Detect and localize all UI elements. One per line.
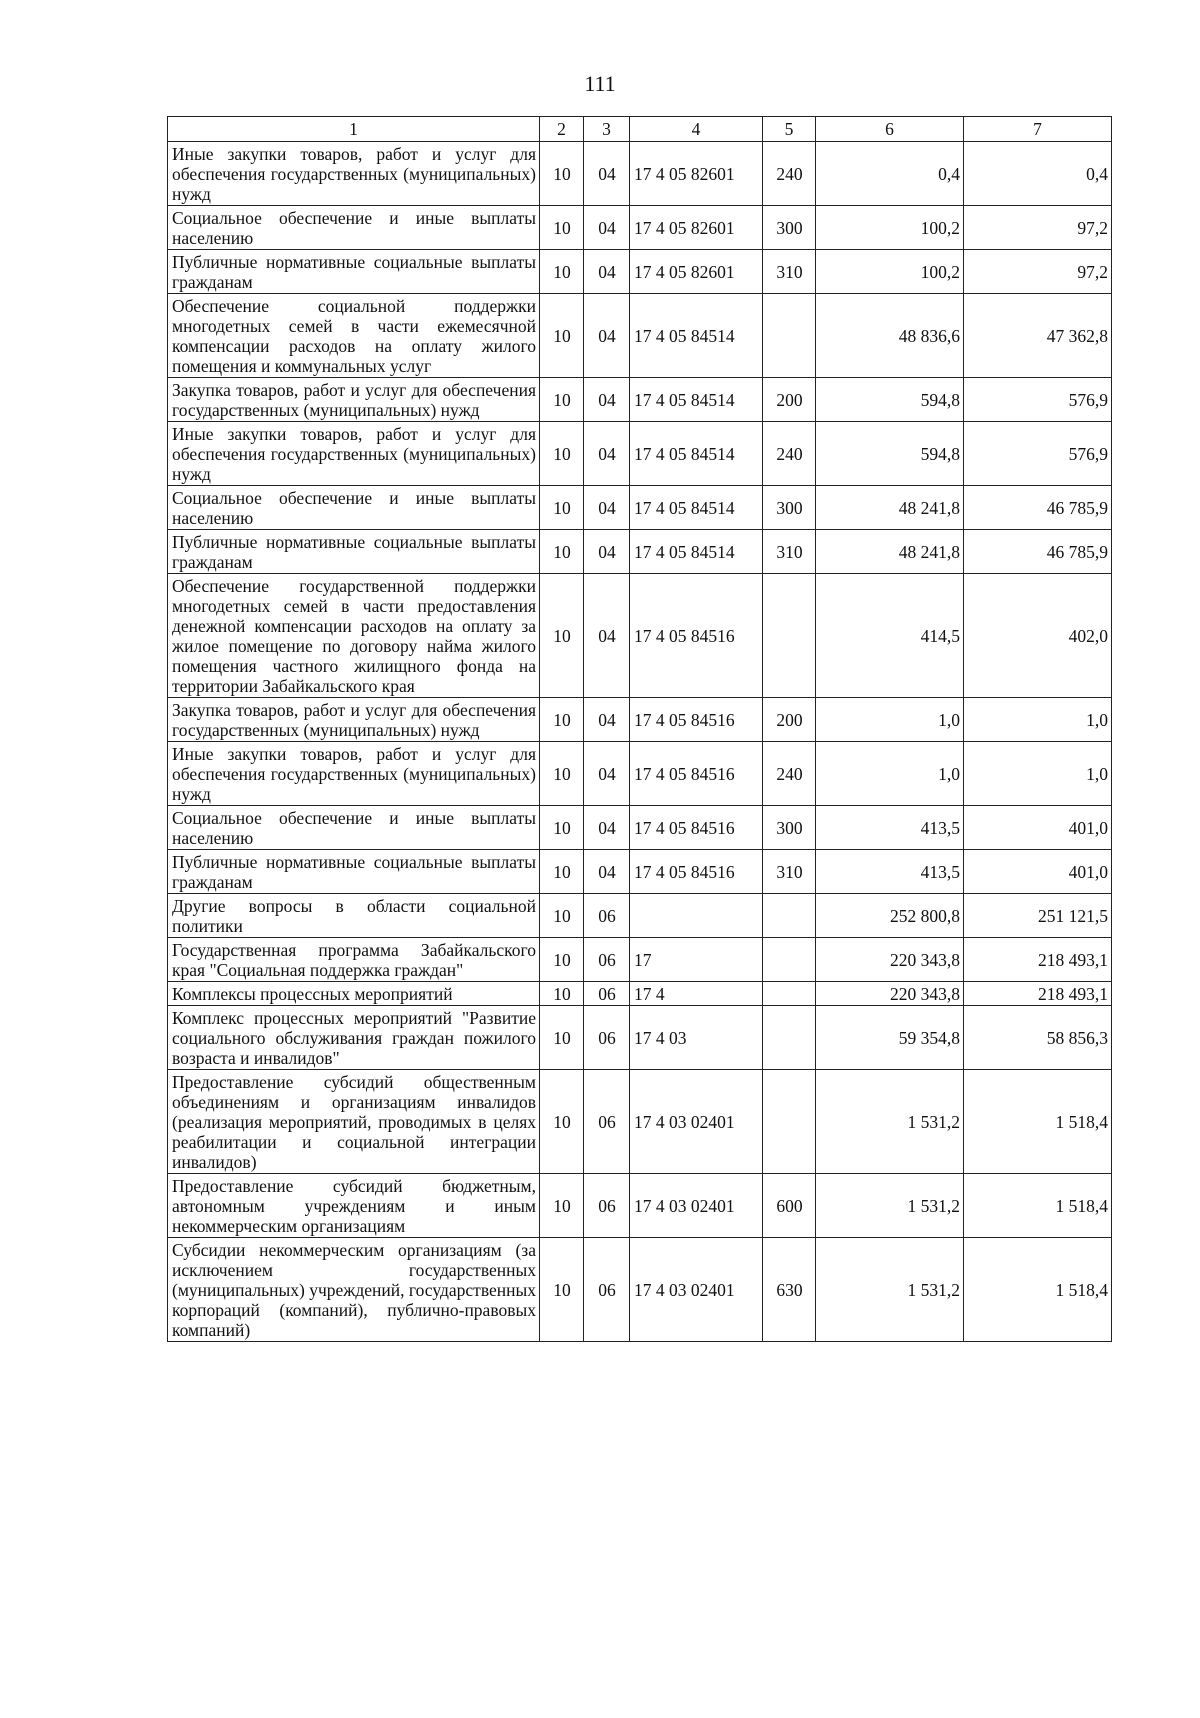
section-code-cell: 10 — [540, 486, 584, 530]
column-header: 7 — [964, 117, 1112, 142]
amount-cell: 59 354,8 — [816, 1006, 964, 1070]
expense-type-cell — [763, 982, 816, 1006]
amount-cell: 48 836,6 — [816, 294, 964, 378]
target-article-cell: 17 4 05 82601 — [630, 142, 763, 206]
expense-type-cell: 600 — [763, 1174, 816, 1238]
table-row — [168, 1070, 1112, 1174]
amount-cell: 1 531,2 — [816, 1070, 964, 1174]
target-article-cell: 17 4 05 84514 — [630, 530, 763, 574]
item-name-cell: Закупка товаров, работ и услуг для обеспечения государственных (муниципальных) нужд — [168, 698, 540, 742]
amount-cell: 413,5 — [816, 806, 964, 850]
amount-cell: 576,9 — [964, 378, 1112, 422]
table-row — [168, 938, 1112, 982]
section-code-cell: 10 — [540, 850, 584, 894]
expense-type-cell — [763, 294, 816, 378]
item-name-cell: Публичные нормативные социальные выплаты гражданам — [168, 850, 540, 894]
amount-cell: 576,9 — [964, 422, 1112, 486]
amount-cell: 1,0 — [816, 698, 964, 742]
section-code-cell: 10 — [540, 698, 584, 742]
table-row — [168, 486, 1112, 530]
amount-cell: 413,5 — [816, 850, 964, 894]
section-code-cell: 10 — [540, 142, 584, 206]
subsection-code-cell: 06 — [584, 894, 630, 938]
subsection-code-cell: 06 — [584, 1238, 630, 1342]
amount-cell: 401,0 — [964, 850, 1112, 894]
item-name-cell: Обеспечение государственной поддержки многодетных семей в части предоставления денежной компенсации расходов на оплату за жилое помещение по договору найма жилого помещения частного жилищного фонда на территории Забайкальского края — [168, 574, 540, 698]
target-article-cell: 17 — [630, 938, 763, 982]
amount-cell: 100,2 — [816, 250, 964, 294]
item-name-cell: Субсидии некоммерческим организациям (за исключением государственных (муниципальных) учреждений, государственных корпораций (компаний), публично-правовых компаний) — [168, 1238, 540, 1342]
target-article-cell: 17 4 03 02401 — [630, 1238, 763, 1342]
target-article-cell: 17 4 05 84516 — [630, 742, 763, 806]
amount-cell: 58 856,3 — [964, 1006, 1112, 1070]
amount-cell: 97,2 — [964, 206, 1112, 250]
target-article-cell: 17 4 05 84516 — [630, 806, 763, 850]
expense-type-cell: 240 — [763, 422, 816, 486]
item-name-cell: Комплексы процессных мероприятий — [168, 982, 540, 1006]
expense-type-cell — [763, 894, 816, 938]
subsection-code-cell: 04 — [584, 742, 630, 806]
expense-type-cell: 200 — [763, 698, 816, 742]
section-code-cell: 10 — [540, 806, 584, 850]
amount-cell: 1 531,2 — [816, 1238, 964, 1342]
table-row — [168, 574, 1112, 698]
column-header: 1 — [168, 117, 540, 142]
section-code-cell: 10 — [540, 982, 584, 1006]
table-row — [168, 250, 1112, 294]
section-code-cell: 10 — [540, 938, 584, 982]
table-row — [168, 1174, 1112, 1238]
column-header: 2 — [540, 117, 584, 142]
table-row — [168, 850, 1112, 894]
expense-type-cell — [763, 938, 816, 982]
amount-cell: 218 493,1 — [964, 982, 1112, 1006]
section-code-cell: 10 — [540, 1006, 584, 1070]
table-row — [168, 698, 1112, 742]
table-row — [168, 742, 1112, 806]
amount-cell: 401,0 — [964, 806, 1112, 850]
target-article-cell: 17 4 05 82601 — [630, 250, 763, 294]
column-header: 5 — [763, 117, 816, 142]
subsection-code-cell: 04 — [584, 378, 630, 422]
subsection-code-cell: 04 — [584, 142, 630, 206]
target-article-cell: 17 4 05 84516 — [630, 850, 763, 894]
table-row — [168, 806, 1112, 850]
item-name-cell: Иные закупки товаров, работ и услуг для обеспечения государственных (муниципальных) нужд — [168, 742, 540, 806]
subsection-code-cell: 06 — [584, 1006, 630, 1070]
subsection-code-cell: 04 — [584, 530, 630, 574]
budget-table — [167, 116, 1112, 1342]
amount-cell: 48 241,8 — [816, 486, 964, 530]
subsection-code-cell: 06 — [584, 982, 630, 1006]
subsection-code-cell: 04 — [584, 486, 630, 530]
section-code-cell: 10 — [540, 1070, 584, 1174]
amount-cell: 252 800,8 — [816, 894, 964, 938]
target-article-cell: 17 4 05 84514 — [630, 378, 763, 422]
item-name-cell: Иные закупки товаров, работ и услуг для обеспечения государственных (муниципальных) нужд — [168, 422, 540, 486]
target-article-cell: 17 4 05 84514 — [630, 486, 763, 530]
subsection-code-cell: 04 — [584, 806, 630, 850]
target-article-cell: 17 4 05 84516 — [630, 574, 763, 698]
expense-type-cell: 300 — [763, 486, 816, 530]
section-code-cell: 10 — [540, 574, 584, 698]
table-row — [168, 1006, 1112, 1070]
amount-cell: 402,0 — [964, 574, 1112, 698]
column-header: 6 — [816, 117, 964, 142]
table-row — [168, 206, 1112, 250]
amount-cell: 97,2 — [964, 250, 1112, 294]
page-number: 111 — [584, 71, 616, 96]
header-row — [168, 117, 1112, 142]
table-row — [168, 294, 1112, 378]
amount-cell: 218 493,1 — [964, 938, 1112, 982]
item-name-cell: Другие вопросы в области социальной политики — [168, 894, 540, 938]
expense-type-cell: 310 — [763, 250, 816, 294]
target-article-cell: 17 4 — [630, 982, 763, 1006]
target-article-cell: 17 4 05 82601 — [630, 206, 763, 250]
item-name-cell: Комплекс процессных мероприятий "Развитие социального обслуживания граждан пожилого возраста и инвалидов" — [168, 1006, 540, 1070]
expense-type-cell: 300 — [763, 806, 816, 850]
amount-cell: 1,0 — [964, 742, 1112, 806]
target-article-cell: 17 4 03 — [630, 1006, 763, 1070]
expense-type-cell: 300 — [763, 206, 816, 250]
section-code-cell: 10 — [540, 294, 584, 378]
section-code-cell: 10 — [540, 378, 584, 422]
item-name-cell: Закупка товаров, работ и услуг для обеспечения государственных (муниципальных) нужд — [168, 378, 540, 422]
amount-cell: 46 785,9 — [964, 530, 1112, 574]
expense-type-cell: 240 — [763, 742, 816, 806]
expense-type-cell — [763, 1006, 816, 1070]
item-name-cell: Публичные нормативные социальные выплаты гражданам — [168, 250, 540, 294]
subsection-code-cell: 04 — [584, 698, 630, 742]
table-row — [168, 378, 1112, 422]
amount-cell: 1 518,4 — [964, 1174, 1112, 1238]
table-body — [168, 142, 1112, 1342]
amount-cell: 594,8 — [816, 422, 964, 486]
amount-cell: 1 518,4 — [964, 1238, 1112, 1342]
target-article-cell — [630, 894, 763, 938]
section-code-cell: 10 — [540, 1238, 584, 1342]
item-name-cell: Социальное обеспечение и иные выплаты населению — [168, 206, 540, 250]
item-name-cell: Государственная программа Забайкальского края "Социальная поддержка граждан" — [168, 938, 540, 982]
amount-cell: 0,4 — [964, 142, 1112, 206]
item-name-cell: Социальное обеспечение и иные выплаты населению — [168, 806, 540, 850]
column-header: 4 — [630, 117, 763, 142]
amount-cell: 100,2 — [816, 206, 964, 250]
expense-type-cell: 240 — [763, 142, 816, 206]
amount-cell: 1,0 — [964, 698, 1112, 742]
item-name-cell: Социальное обеспечение и иные выплаты населению — [168, 486, 540, 530]
section-code-cell: 10 — [540, 530, 584, 574]
table-row — [168, 894, 1112, 938]
amount-cell: 220 343,8 — [816, 938, 964, 982]
section-code-cell: 10 — [540, 742, 584, 806]
subsection-code-cell: 04 — [584, 850, 630, 894]
expense-type-cell: 200 — [763, 378, 816, 422]
section-code-cell: 10 — [540, 206, 584, 250]
section-code-cell: 10 — [540, 422, 584, 486]
subsection-code-cell: 04 — [584, 574, 630, 698]
target-article-cell: 17 4 03 02401 — [630, 1070, 763, 1174]
subsection-code-cell: 04 — [584, 294, 630, 378]
item-name-cell: Предоставление субсидий бюджетным, автономным учреждениям и иным некоммерческим организациям — [168, 1174, 540, 1238]
table-row — [168, 530, 1112, 574]
subsection-code-cell: 04 — [584, 250, 630, 294]
target-article-cell: 17 4 05 84514 — [630, 294, 763, 378]
section-code-cell: 10 — [540, 1174, 584, 1238]
expense-type-cell — [763, 574, 816, 698]
amount-cell: 220 343,8 — [816, 982, 964, 1006]
section-code-cell: 10 — [540, 894, 584, 938]
item-name-cell: Публичные нормативные социальные выплаты гражданам — [168, 530, 540, 574]
column-header: 3 — [584, 117, 630, 142]
subsection-code-cell: 06 — [584, 1070, 630, 1174]
target-article-cell: 17 4 05 84514 — [630, 422, 763, 486]
amount-cell: 1 531,2 — [816, 1174, 964, 1238]
amount-cell: 1 518,4 — [964, 1070, 1112, 1174]
table-row — [168, 1238, 1112, 1342]
item-name-cell: Иные закупки товаров, работ и услуг для обеспечения государственных (муниципальных) нужд — [168, 142, 540, 206]
table-row — [168, 982, 1112, 1006]
subsection-code-cell: 04 — [584, 422, 630, 486]
subsection-code-cell: 04 — [584, 206, 630, 250]
table-row — [168, 142, 1112, 206]
section-code-cell: 10 — [540, 250, 584, 294]
amount-cell: 47 362,8 — [964, 294, 1112, 378]
expense-type-cell: 310 — [763, 530, 816, 574]
amount-cell: 594,8 — [816, 378, 964, 422]
target-article-cell: 17 4 03 02401 — [630, 1174, 763, 1238]
expense-type-cell: 630 — [763, 1238, 816, 1342]
amount-cell: 251 121,5 — [964, 894, 1112, 938]
item-name-cell: Предоставление субсидий общественным объединениям и организациям инвалидов (реализация мероприятий, проводимых в целях реабилитации и социальной интеграции инвалидов) — [168, 1070, 540, 1174]
expense-type-cell: 310 — [763, 850, 816, 894]
amount-cell: 1,0 — [816, 742, 964, 806]
item-name-cell: Обеспечение социальной поддержки многодетных семей в части ежемесячной компенсации расходов на оплату жилого помещения и коммунальных услуг — [168, 294, 540, 378]
expense-type-cell — [763, 1070, 816, 1174]
amount-cell: 46 785,9 — [964, 486, 1112, 530]
amount-cell: 414,5 — [816, 574, 964, 698]
subsection-code-cell: 06 — [584, 1174, 630, 1238]
table-row — [168, 422, 1112, 486]
amount-cell: 0,4 — [816, 142, 964, 206]
amount-cell: 48 241,8 — [816, 530, 964, 574]
target-article-cell: 17 4 05 84516 — [630, 698, 763, 742]
subsection-code-cell: 06 — [584, 938, 630, 982]
